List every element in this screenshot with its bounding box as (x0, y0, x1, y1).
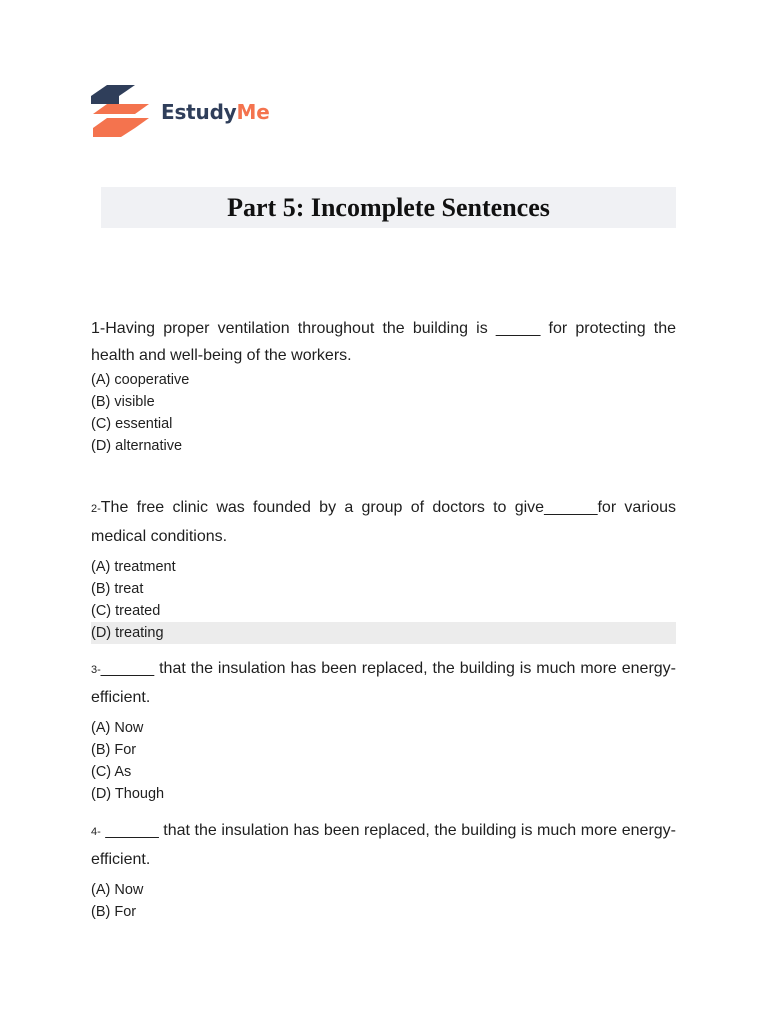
option-a[interactable]: (A) Now (91, 882, 144, 898)
page-title: Part 5: Incomplete Sentences (227, 192, 550, 222)
question-number: 2- (91, 503, 101, 515)
brand-name-part2: Me (236, 100, 270, 124)
question-number: 3- (91, 664, 101, 676)
option-b[interactable]: (B) visible (91, 394, 155, 410)
estudyme-logo-icon (91, 85, 151, 139)
option-d[interactable]: (D) Though (91, 786, 165, 802)
option-d[interactable]: (D) alternative (91, 438, 183, 454)
question-stem (91, 817, 676, 873)
option-list (91, 369, 676, 457)
option-b[interactable]: (B) For (91, 904, 137, 920)
option-list (91, 717, 676, 805)
option-b[interactable]: (B) For (91, 742, 137, 758)
option-c[interactable]: (C) essential (91, 416, 173, 432)
option-list (91, 879, 676, 923)
option-c[interactable]: (C) treated (91, 603, 161, 619)
option-a[interactable]: (A) Now (91, 720, 144, 736)
question-1 (91, 315, 676, 457)
option-b[interactable]: (B) treat (91, 581, 144, 597)
question-text: The free clinic was founded by a group of doctors to give______for various medical conditions. (91, 499, 676, 545)
option-c[interactable]: (C) As (91, 764, 132, 780)
option-list (91, 556, 676, 644)
question-text: ______ that the insulation has been replaced, the building is much more energy-efficient. (91, 822, 676, 868)
brand-logo (91, 85, 270, 139)
option-d[interactable]: (D) treating (91, 622, 676, 644)
question-number: 1- (91, 320, 106, 337)
question-4 (91, 817, 676, 923)
question-text: ______ that the insulation has been replaced, the building is much more energy-efficient. (91, 660, 676, 706)
question-stem (91, 494, 676, 550)
question-number: 4- (91, 826, 101, 838)
question-stem (91, 315, 676, 369)
option-a[interactable]: (A) treatment (91, 559, 176, 575)
question-text: Having proper ventilation throughout the building is _____ for protecting the health and well-being of the workers. (91, 320, 676, 364)
brand-name-part1: Estudy (161, 100, 237, 124)
title-band (101, 187, 676, 228)
question-3 (91, 655, 676, 805)
brand-name (161, 100, 270, 124)
option-a[interactable]: (A) cooperative (91, 372, 190, 388)
question-2 (91, 494, 676, 644)
question-stem (91, 655, 676, 711)
